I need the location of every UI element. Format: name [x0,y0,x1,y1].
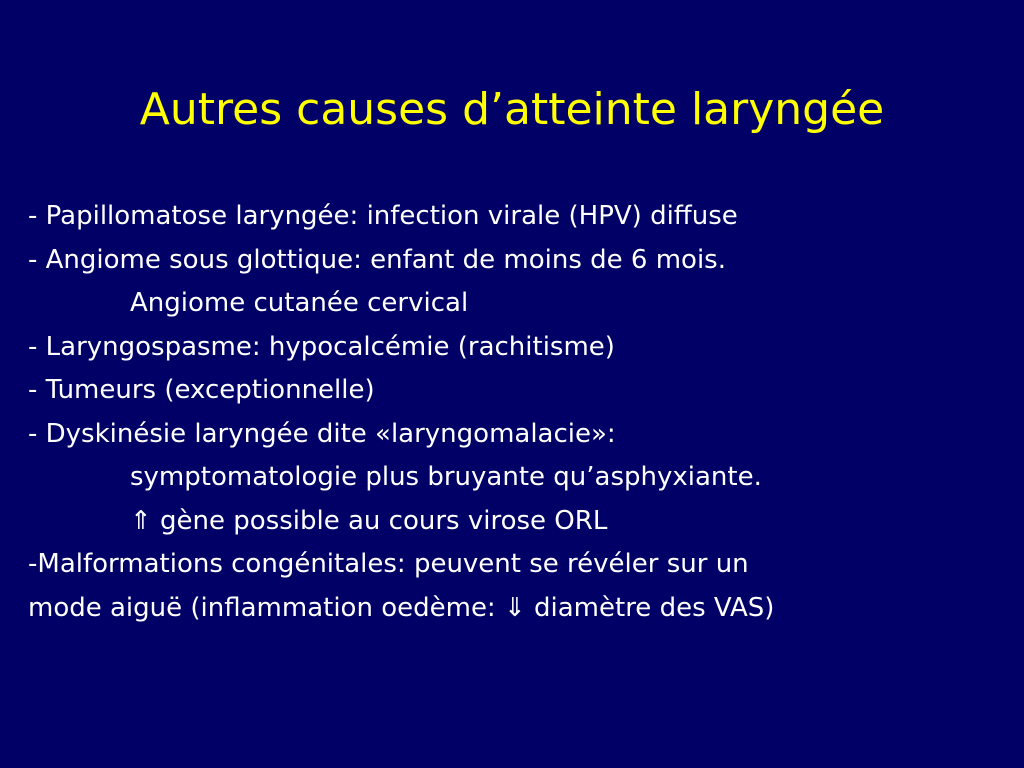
bullet-subline: ⇑ gène possible au cours virose ORL [130,505,608,536]
bullet-line: -Malformations congénitales: peuvent se révéler sur un [28,549,749,579]
slide-body [28,195,1008,630]
bullet-line-continuation: mode aiguë (inflammation oedème: ⇓ diamètre des VAS) [28,592,775,623]
bullet-line: - Papillomatose laryngée: infection virale (HPV) diffuse [28,201,738,231]
bullet-line: - Dyskinésie laryngée dite «laryngomalacie»: [28,418,616,449]
bullet-line: - Tumeurs (exceptionnelle) [28,375,375,405]
bullet-line: - Laryngospasme: hypocalcémie (rachitisme) [28,331,615,362]
bullet-line: - Angiome sous glottique: enfant de moins de 6 mois. [28,244,726,275]
bullet-subline: symptomatologie plus bruyante qu’asphyxiante. [130,462,762,492]
bullet-subline: Angiome cutanée cervical [130,288,469,318]
slide-title: Autres causes d’atteinte laryngée [139,84,885,135]
